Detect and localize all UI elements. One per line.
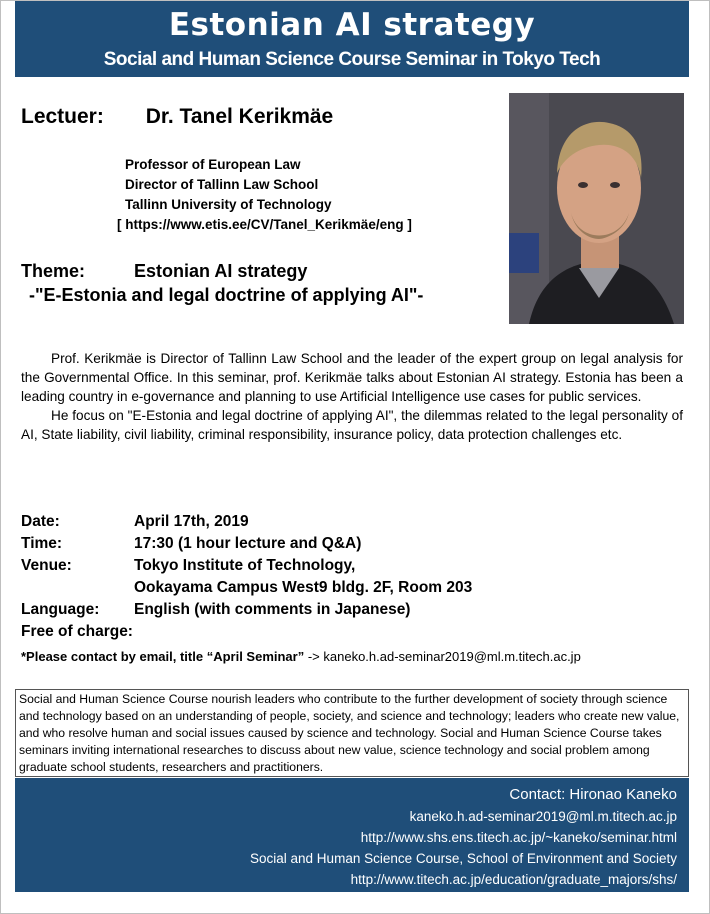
description-paragraph-2: He focus on "E-Estonia and legal doctrine of applying AI", the dilemmas related to the legal personality of AI, State liability, civil liability, criminal responsibility, insurance policy, data protection challenges etc. [21,408,683,442]
footer-program-link[interactable]: http://www.titech.ac.jp/education/graduate_majors/shs/ [350,872,677,887]
fee-row [21,621,472,643]
footer-email-link[interactable]: kaneko.h.ad-seminar2019@ml.m.titech.ac.jp [409,809,677,824]
contact-instructions [21,649,581,664]
page-title: Estonian AI strategy [168,7,536,43]
theme-label: Theme: [21,261,86,281]
position-3: Tallinn University of Technology [125,197,332,212]
lecturer-photo [509,93,684,324]
theme-block [21,259,423,307]
time-value: 17:30 (1 hour lecture and Q&A) [134,535,362,552]
lecturer-name: Dr. Tanel Kerikmäe [145,105,334,128]
date-label: Date: [21,513,60,530]
footer-banner [15,778,689,892]
venue-label: Venue: [21,557,72,574]
event-details [21,511,472,643]
lecturer-label: Lectuer: [21,105,104,128]
time-label: Time: [21,535,63,552]
position-1: Professor of European Law [125,157,301,172]
date-row [21,511,472,533]
venue-line-1: Tokyo Institute of Technology, [134,557,356,574]
description [21,349,683,444]
fee-label: Free of charge: [21,623,133,640]
page-subtitle: Social and Human Science Course Seminar in Tokyo Tech [103,49,601,70]
footer-organization: Social and Human Science Course, School of Environment and Society [250,851,677,866]
about-course-box: Social and Human Science Course nourish leaders who contribute to the further development of society through science and technology based on an understanding of people, society, and science and technology; leaders who create new value, and who resolve human and social issues caused by science and technology. Social and Human Science Course takes seminars inviting international researches to discuss about new value, science technology and social problem among graduate school students, researchers and practitioners. [15,689,689,777]
contact-email-link[interactable]: kaneko.h.ad-seminar2019@ml.m.titech.ac.jp [323,649,581,664]
venue-line-2: Ookayama Campus West9 bldg. 2F, Room 203 [134,579,473,596]
contact-instruction-text: *Please contact by email, title “April Seminar” [21,649,305,664]
cv-link[interactable]: [ https://www.etis.ee/CV/Tanel_Kerikmäe/eng ] [117,217,412,232]
footer-seminar-link[interactable]: http://www.shs.ens.titech.ac.jp/~kaneko/seminar.html [360,830,677,845]
footer-contact-name: Contact: Hironao Kaneko [509,786,677,803]
language-row [21,599,472,621]
lecturer-line [21,105,333,129]
header-banner [15,1,689,77]
venue-row [21,555,472,577]
contact-arrow: -> [304,649,324,664]
theme-title: Estonian AI strategy [134,261,308,281]
time-row [21,533,472,555]
date-value: April 17th, 2019 [134,513,249,530]
language-label: Language: [21,601,100,618]
position-2: Director of Tallinn Law School [125,177,319,192]
language-value: English (with comments in Japanese) [134,601,411,618]
description-paragraph-1: Prof. Kerikmäe is Director of Tallinn Law School and the leader of the expert group on legal analysis for the Governmental Office. In this seminar, prof. Kerikmäe talks about Estonian AI strategy. Estonia has been a leading country in e-governance and planning to use Artificial Intelligence use cases for public services. [21,351,683,404]
lecturer-portrait [509,93,684,324]
venue-row-2 [21,577,472,599]
theme-subtitle: -"E-Estonia and legal doctrine of applying AI"- [29,285,424,305]
lecturer-credentials [117,155,412,235]
